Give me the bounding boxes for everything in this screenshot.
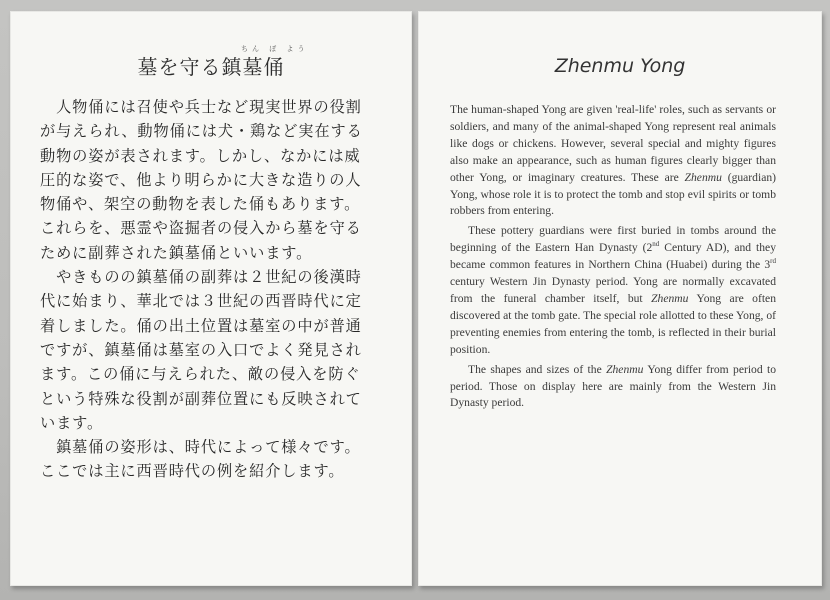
text-span: Yong differ from period to period. Those on display here are mainly from the Western Jin Dynasty period. [450,362,776,410]
english-label-panel [418,11,822,586]
italic-term: Zhenmu [606,362,644,376]
text-line: ここでは主に西晋時代の例を紹介します。 [40,462,345,481]
ordinal-suffix: nd [652,240,660,249]
text-span: Century AD), and they became common features in Northern China (Huabei) during the 3 [450,241,776,272]
paragraph-1 [450,102,776,220]
text-line: これらを、悪霊や盗掘者の侵入から墓を守る [40,219,362,238]
text-line: ために副葬された鎮墓俑といいます。 [40,243,313,262]
japanese-body-text [40,95,392,484]
japanese-title: 墓を守る鎮墓俑 [137,55,285,79]
italic-term: Zhenmu [651,291,689,305]
paragraph-2 [450,223,776,358]
text-span: The human-shaped Yong are given 'real-life' roles, such as servants or soldiers, and many of the animal-shaped Yong represent real animals like dogs or chickens. However, several special and mighty figures also make an appearance, such as human figures clearly bigger than other Yong, or imaginary creatures. These are [450,103,776,184]
ordinal-suffix: rd [770,257,776,266]
text-span: century Western Jin Dynasty period. Yong are normally excavated from the funeral chamber itself, but [450,275,776,305]
italic-term: Zhenmu [684,170,722,184]
text-line: やきものの鎮墓俑の副葬は２世紀の後漢時 [40,268,362,287]
text-line: という特殊な役割が副葬位置にも反映されて [40,389,362,408]
english-body-text [450,102,776,415]
text-line: 鎮墓俑の姿形は、時代によって様々です。 [40,438,361,457]
text-line: が与えられ、動物俑には犬・鶏など実在する [40,122,363,141]
text-line: 圧的な姿で、他より明らかに大きな造りの人 [40,170,362,189]
text-span: These pottery guardians were first buried in tombs around the beginning of the Eastern Han Dynasty (2 [450,224,776,255]
text-line: ます。この俑に与えられた、敵の侵入を防ぐ [40,365,361,384]
text-line: 着しました。俑の出土位置は墓室の中が普通 [40,316,362,335]
english-title: Zhenmu Yong [554,55,686,77]
title-furigana: ちん ぼ よう [241,45,309,53]
text-span: (guardian) Yong, whose role it is to protect the tomb and stop evil spirits or tomb robbers from entering. [450,170,776,218]
text-line: 物俑や、架空の動物を表した俑もあります。 [40,195,361,214]
text-line: 動物の姿が表されます。しかし、なかには威 [40,146,361,165]
japanese-label-panel [10,11,412,586]
text-line: 代に始まり、華北では３世紀の西晋時代に定 [40,292,362,311]
text-span: Yong are often discovered at the tomb gate. The special role allotted to these Yong, of preventing enemies from entering the tomb, is reflected in their burial position. [450,291,776,356]
text-line: います。 [40,413,104,432]
text-span: The shapes and sizes of the [468,362,607,376]
text-line: 人物俑には召使や兵士など現実世界の役割 [40,98,362,116]
text-line: ですが、鎮墓俑は墓室の入口でよく発見され [40,340,362,359]
paragraph-3 [450,362,776,413]
